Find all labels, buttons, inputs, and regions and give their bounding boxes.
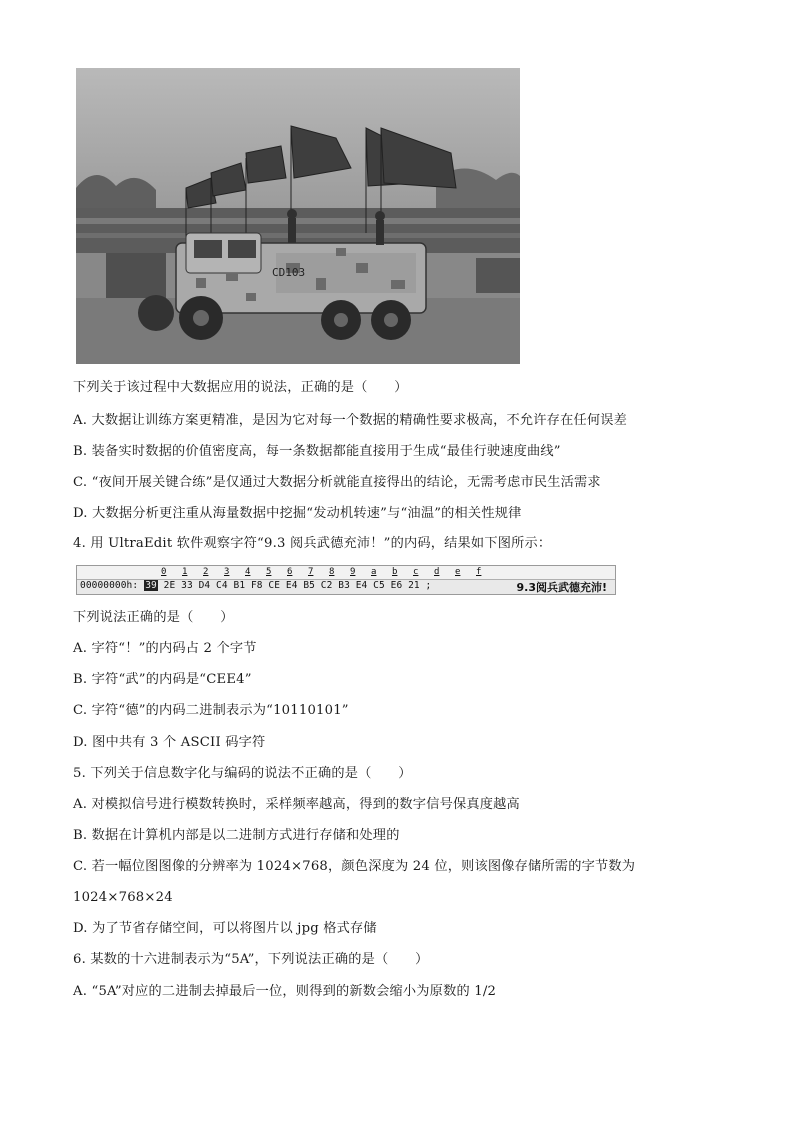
question-5-stem: 5. 下列关于信息数字化与编码的说法不正确的是（ ） (73, 766, 412, 781)
question-5-option-a: A. 对模拟信号进行模数转换时，采样频率越高，得到的数字信号保真度越高 (73, 797, 520, 812)
question-5-option-c: C. 若一幅位图图像的分辨率为 1024×768，颜色深度为 24 位，则该图像存储所需的字节数为 (73, 859, 636, 874)
question-3-stem: 下列关于该过程中大数据应用的说法，正确的是（ ） (73, 380, 408, 395)
hex-col-label: d (434, 567, 440, 577)
question-4-option-a: A. 字符“！”的内码占 2 个字节 (73, 641, 257, 656)
hex-col-label: 8 (329, 567, 335, 577)
hex-col-label: 2 (203, 567, 209, 577)
hex-col-label: 6 (287, 567, 293, 577)
hex-col-label: 9 (350, 567, 356, 577)
svg-text:CD103: CD103 (272, 266, 306, 279)
hex-row (80, 580, 431, 591)
hex-col-label: a (371, 567, 377, 577)
question-5-option-b: B. 数据在计算机内部是以二进制方式进行存储和处理的 (73, 828, 400, 843)
hex-col-label: 5 (266, 567, 272, 577)
hex-col-label: 3 (224, 567, 230, 577)
parade-photo (76, 68, 520, 364)
hex-col-label: c (413, 567, 419, 577)
question-4-prompt: 下列说法正确的是（ ） (73, 610, 234, 625)
hex-col-label: e (455, 567, 461, 577)
question-6-stem: 6. 某数的十六进制表示为“5A”，下列说法正确的是（ ） (73, 952, 429, 967)
question-4-option-b: B. 字符“武”的内码是“CEE4” (73, 672, 252, 687)
hex-col-label: 0 (161, 567, 167, 577)
hex-col-label: f (476, 567, 482, 577)
hex-selected-byte: 39 (145, 580, 157, 591)
question-3-option-d: D. 大数据分析更注重从海量数据中挖掘“发动机转速”与“油温”的相关性规律 (73, 506, 522, 521)
hex-decoded-text: 9.3阅兵武德充沛! (516, 581, 607, 594)
hex-col-label: 1 (182, 567, 188, 577)
question-5-option-c-continued: 1024×768×24 (73, 890, 173, 905)
question-3-option-a: A. 大数据让训练方案更精准，是因为它对每一个数据的精确性要求极高，不允许存在任何误差 (73, 413, 628, 428)
question-6-option-a: A. “5A”对应的二进制去掉最后一位，则得到的新数会缩小为原数的 1/2 (73, 984, 497, 999)
hex-col-label: 4 (245, 567, 251, 577)
question-3-option-b: B. 装备实时数据的价值密度高，每一条数据都能直接用于生成“最佳行驶速度曲线” (73, 444, 561, 459)
question-4-stem: 4. 用 UltraEdit 软件观察字符“9.3 阅兵武德充沛！”的内码，结果如下图所示： (73, 536, 552, 551)
question-4-option-c: C. 字符“德”的内码二进制表示为“10110101” (73, 703, 349, 718)
parade-illustration (76, 68, 520, 364)
hex-col-label: 7 (308, 567, 314, 577)
question-5-option-d: D. 为了节省存储空间，可以将图片以 jpg 格式存储 (73, 921, 377, 936)
hex-column-header (77, 566, 615, 580)
question-3-option-c: C. “夜间开展关键合练”是仅通过大数据分析就能直接得出的结论，无需考虑市民生活需求 (73, 475, 601, 490)
hex-bytes: 2E 33 D4 C4 B1 F8 CE E4 B5 C2 B3 E4 C5 E6 21 ; (163, 580, 432, 591)
question-4-option-d: D. 图中共有 3 个 ASCII 码字符 (73, 735, 266, 750)
hex-col-label: b (392, 567, 398, 577)
hex-address: 00000000h: (80, 580, 139, 591)
ultraedit-hex-view (76, 565, 616, 595)
